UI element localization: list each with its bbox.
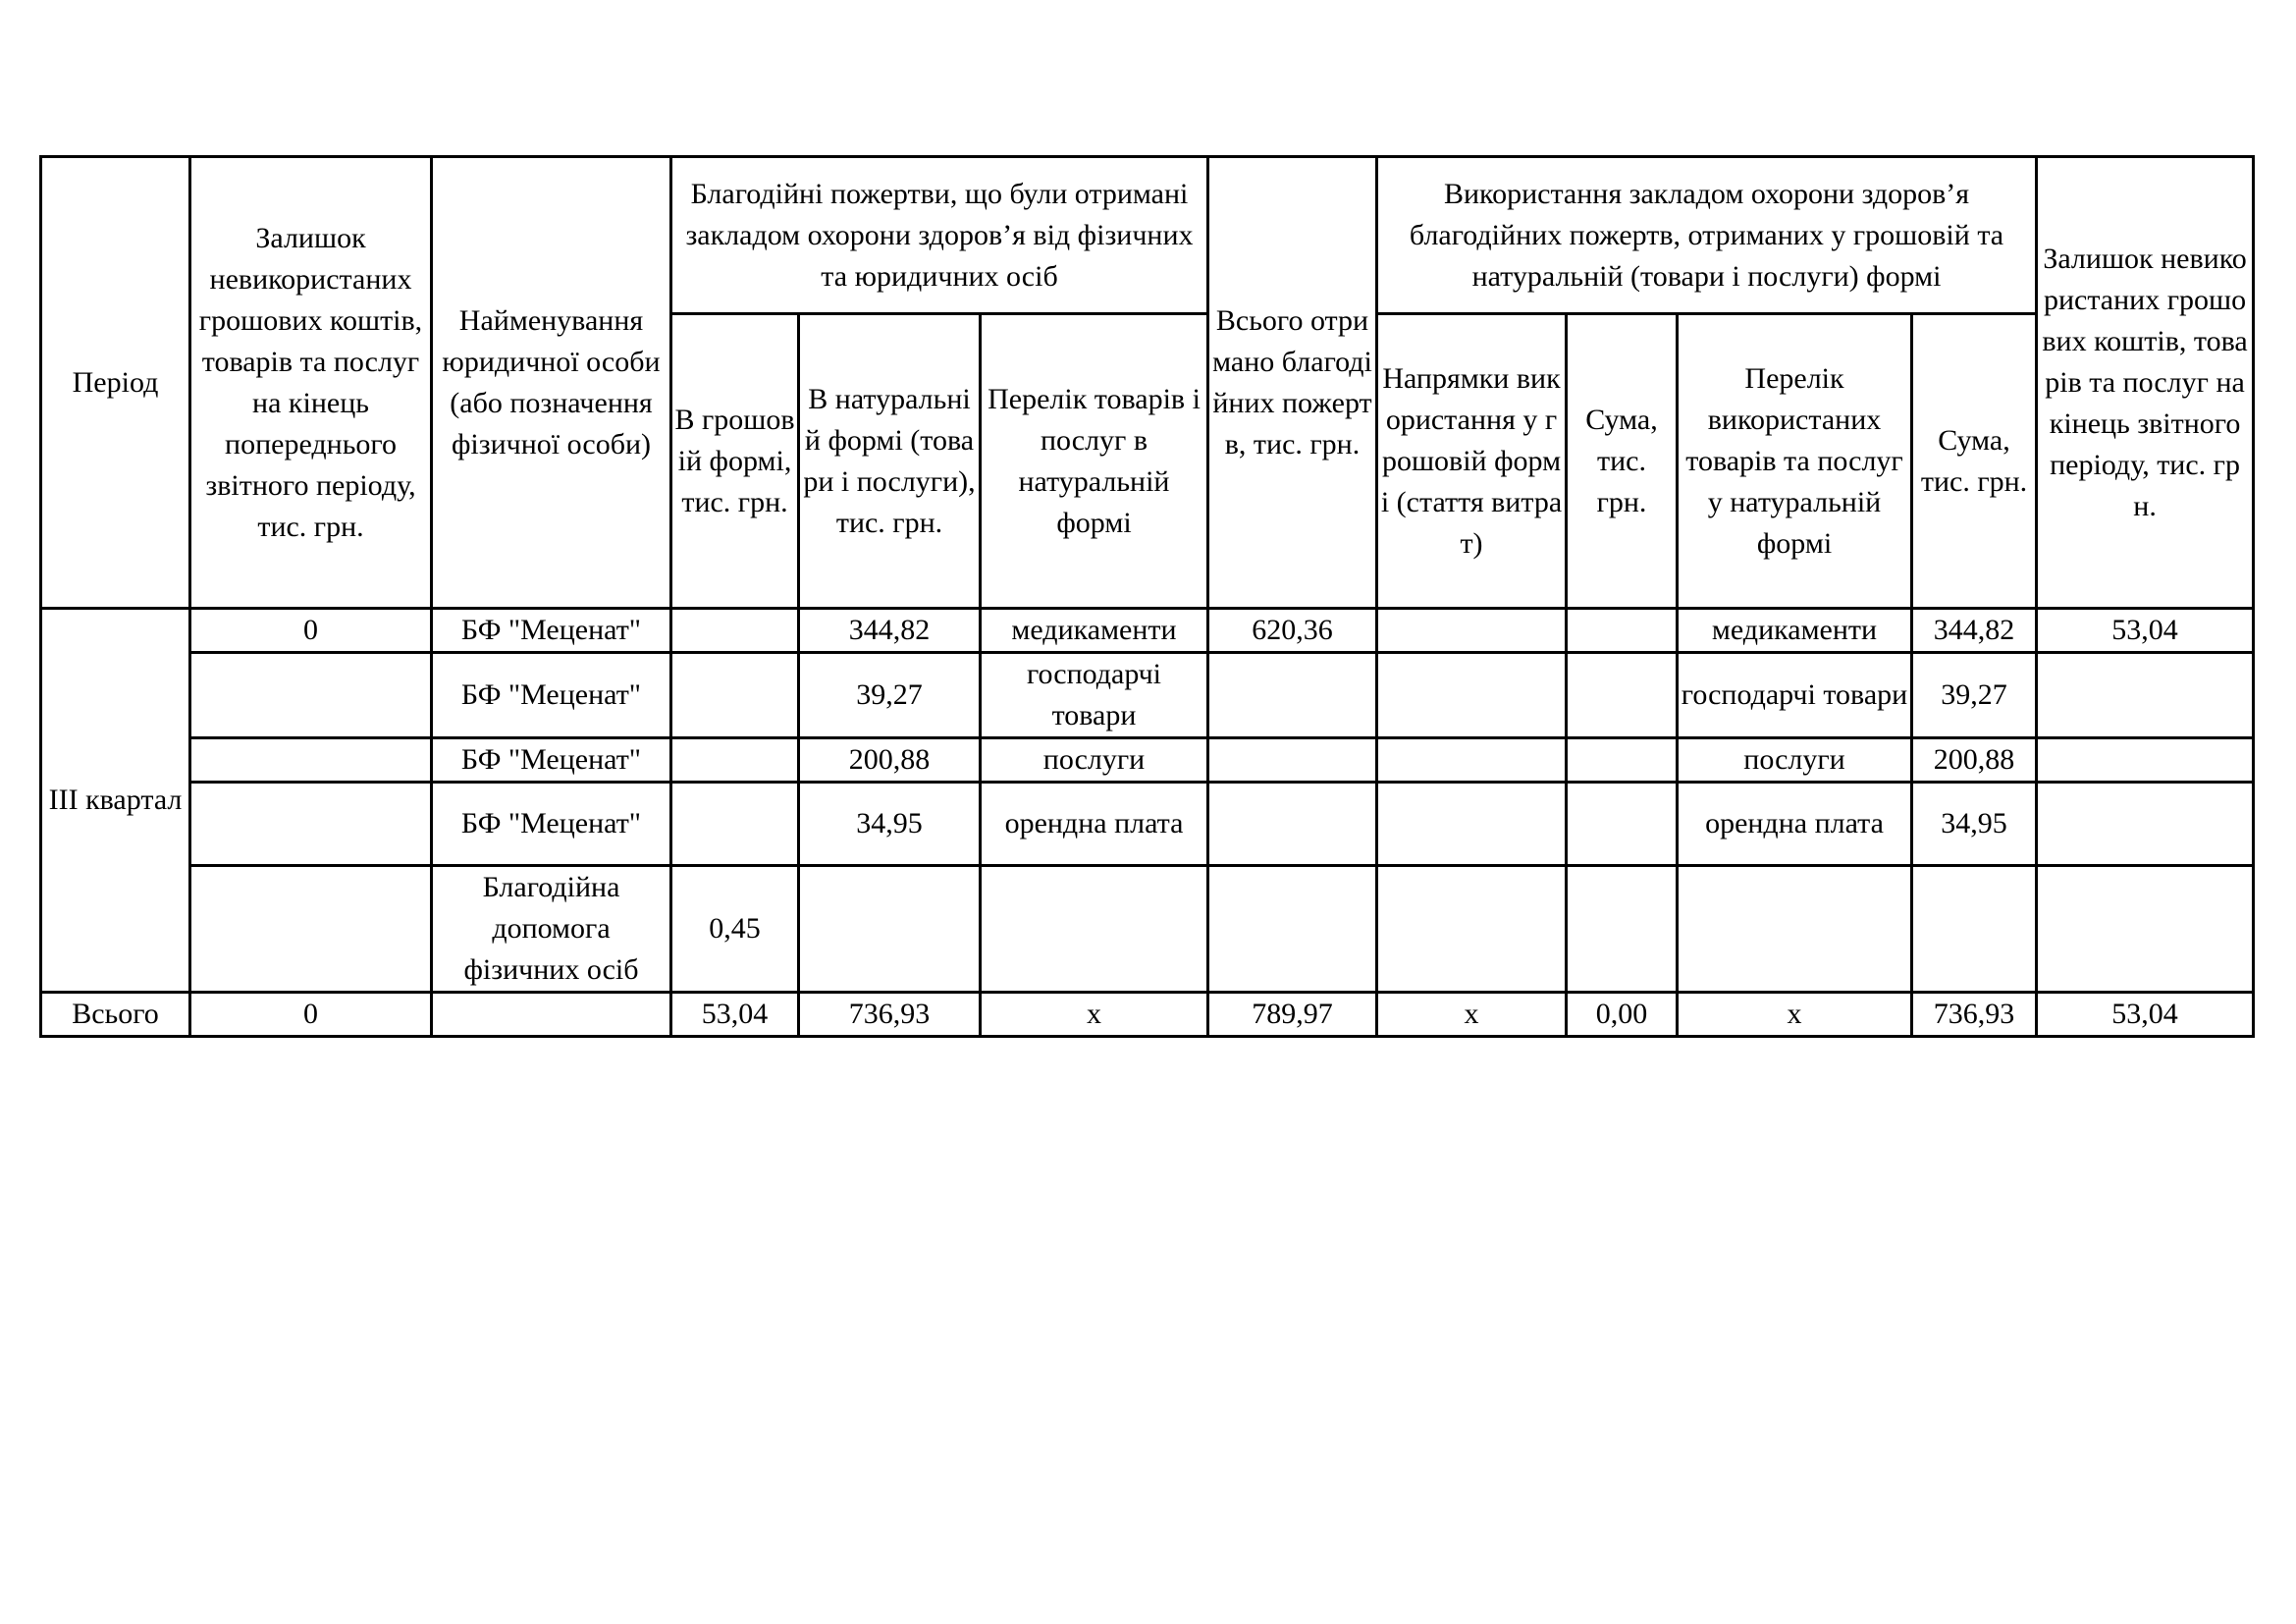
usage-cash-sum-cell xyxy=(1567,783,1678,866)
totals-received-kind: 736,93 xyxy=(799,993,981,1037)
usage-kind-sum-cell: 200,88 xyxy=(1912,738,2037,783)
usage-kind-sum-cell xyxy=(1912,866,2037,993)
header-row-1 xyxy=(41,157,2254,314)
totals-usage-directions: х xyxy=(1377,993,1567,1037)
received-cash-cell xyxy=(671,738,799,783)
closing-balance-cell xyxy=(2037,653,2254,738)
totals-entity-name xyxy=(432,993,671,1037)
usage-list-cell xyxy=(1678,866,1912,993)
charity-donations-report-table xyxy=(39,155,2255,1038)
received-kind-cell: 200,88 xyxy=(799,738,981,783)
usage-kind-sum-cell: 39,27 xyxy=(1912,653,2037,738)
usage-kind-sum-cell: 34,95 xyxy=(1912,783,2037,866)
usage-directions-cell xyxy=(1377,738,1567,783)
usage-cash-sum-cell xyxy=(1567,738,1678,783)
totals-row xyxy=(41,993,2254,1037)
received-list-cell: господарчі товари xyxy=(981,653,1208,738)
totals-received-list: х xyxy=(981,993,1208,1037)
entity-name-cell: БФ "Меценат" xyxy=(432,738,671,783)
header-total-received: Всього отримано благодійних пожертв, тис. грн. xyxy=(1208,157,1377,609)
table-row xyxy=(41,609,2254,653)
entity-name-cell: БФ "Меценат" xyxy=(432,783,671,866)
usage-directions-cell xyxy=(1377,609,1567,653)
total-received-cell xyxy=(1208,738,1377,783)
usage-list-cell: медикаменти xyxy=(1678,609,1912,653)
usage-directions-cell xyxy=(1377,783,1567,866)
header-closing-balance: Залишок невикористаних грошових коштів, товарів та послуг на кінець звітного періоду, тис. грн. xyxy=(2037,157,2254,609)
totals-label: Всього xyxy=(41,993,190,1037)
usage-directions-cell xyxy=(1377,866,1567,993)
received-kind-cell: 344,82 xyxy=(799,609,981,653)
table-row xyxy=(41,738,2254,783)
received-cash-cell: 0,45 xyxy=(671,866,799,993)
closing-balance-cell xyxy=(2037,738,2254,783)
header-usage-cash-directions: Напрямки використання у грошовій формі (стаття витрат) xyxy=(1377,314,1567,609)
entity-name-cell: Благодійна допомога фізичних осіб xyxy=(432,866,671,993)
received-list-cell: послуги xyxy=(981,738,1208,783)
usage-cash-sum-cell xyxy=(1567,653,1678,738)
opening-balance-cell xyxy=(190,738,432,783)
totals-usage-list: х xyxy=(1678,993,1912,1037)
received-cash-cell xyxy=(671,609,799,653)
entity-name-cell: БФ "Меценат" xyxy=(432,609,671,653)
received-cash-cell xyxy=(671,653,799,738)
header-usage-group: Використання закладом охорони здоров’я благодійних пожертв, отриманих у грошовій та натуральній (товари і послуги) формі xyxy=(1377,157,2037,314)
totals-closing-balance: 53,04 xyxy=(2037,993,2254,1037)
entity-name-cell: БФ "Меценат" xyxy=(432,653,671,738)
total-received-cell xyxy=(1208,653,1377,738)
received-kind-cell: 39,27 xyxy=(799,653,981,738)
table-row xyxy=(41,866,2254,993)
header-opening-balance: Залишок невикористаних грошових коштів, товарів та послуг на кінець попереднього звітного періоду, тис. грн. xyxy=(190,157,432,609)
received-list-cell: медикаменти xyxy=(981,609,1208,653)
closing-balance-cell xyxy=(2037,783,2254,866)
opening-balance-cell xyxy=(190,653,432,738)
totals-received-cash: 53,04 xyxy=(671,993,799,1037)
received-kind-cell: 34,95 xyxy=(799,783,981,866)
totals-total-received: 789,97 xyxy=(1208,993,1377,1037)
header-received-group: Благодійні пожертви, що були отримані закладом охорони здоров’я від фізичних та юридичних осіб xyxy=(671,157,1208,314)
usage-list-cell: орендна плата xyxy=(1678,783,1912,866)
total-received-cell xyxy=(1208,866,1377,993)
table-row xyxy=(41,653,2254,738)
received-cash-cell xyxy=(671,783,799,866)
opening-balance-cell: 0 xyxy=(190,609,432,653)
closing-balance-cell xyxy=(2037,866,2254,993)
usage-kind-sum-cell: 344,82 xyxy=(1912,609,2037,653)
usage-list-cell: послуги xyxy=(1678,738,1912,783)
total-received-cell: 620,36 xyxy=(1208,609,1377,653)
period-cell: ІІІ квартал xyxy=(41,609,190,993)
usage-cash-sum-cell xyxy=(1567,866,1678,993)
received-kind-cell xyxy=(799,866,981,993)
opening-balance-cell xyxy=(190,866,432,993)
totals-usage-cash-sum: 0,00 xyxy=(1567,993,1678,1037)
header-usage-cash-sum: Сума, тис. грн. xyxy=(1567,314,1678,609)
usage-list-cell: господарчі товари xyxy=(1678,653,1912,738)
totals-opening-balance: 0 xyxy=(190,993,432,1037)
usage-cash-sum-cell xyxy=(1567,609,1678,653)
header-usage-kind-sum: Сума, тис. грн. xyxy=(1912,314,2037,609)
header-entity-name: Найменування юридичної особи (або позначення фізичної особи) xyxy=(432,157,671,609)
table-row xyxy=(41,783,2254,866)
usage-directions-cell xyxy=(1377,653,1567,738)
received-list-cell: орендна плата xyxy=(981,783,1208,866)
closing-balance-cell: 53,04 xyxy=(2037,609,2254,653)
header-usage-list: Перелік використаних товарів та послуг у натуральній формі xyxy=(1678,314,1912,609)
header-received-cash: В грошовій формі, тис. грн. xyxy=(671,314,799,609)
total-received-cell xyxy=(1208,783,1377,866)
received-list-cell xyxy=(981,866,1208,993)
header-received-list: Перелік товарів і послуг в натуральній формі xyxy=(981,314,1208,609)
header-period: Період xyxy=(41,157,190,609)
totals-usage-kind-sum: 736,93 xyxy=(1912,993,2037,1037)
header-received-kind: В натуральній формі (товари і послуги), тис. грн. xyxy=(799,314,981,609)
opening-balance-cell xyxy=(190,783,432,866)
